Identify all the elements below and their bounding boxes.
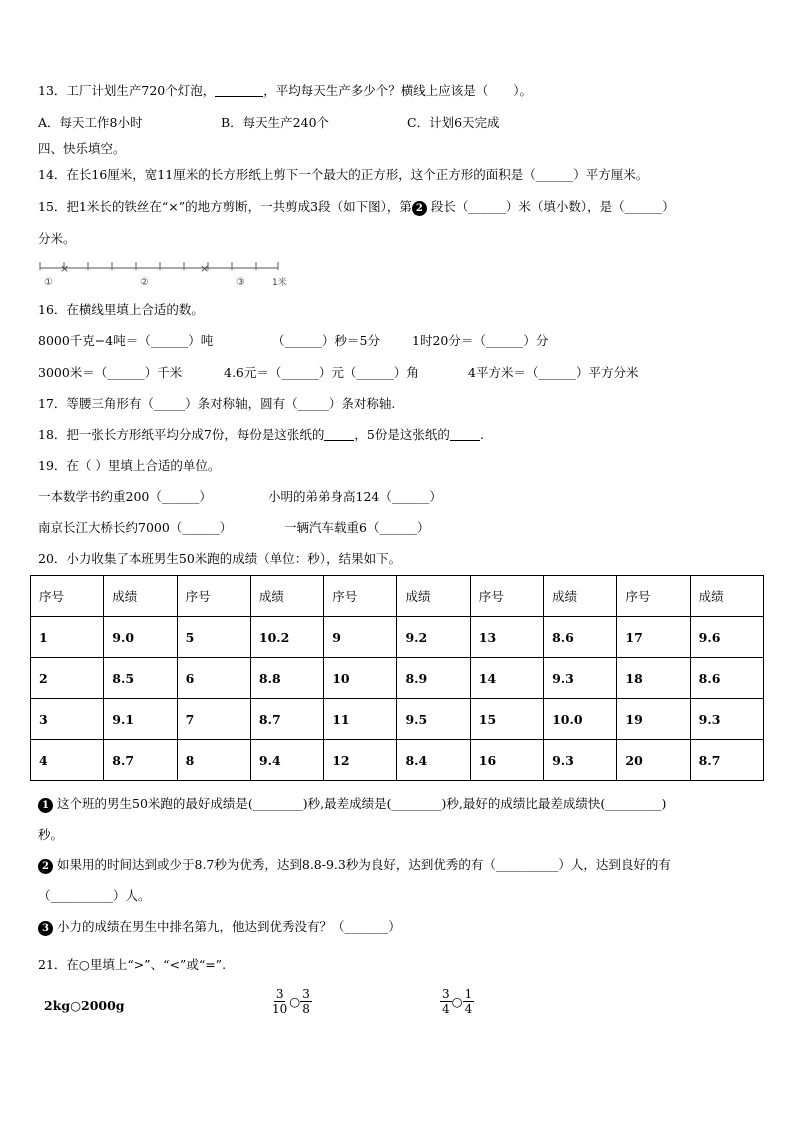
- q18-text: [38, 427, 484, 443]
- q16-r1-item2: （______）秒＝5分: [272, 333, 380, 348]
- q16-title: 16．在横线里填上合适的数。: [38, 302, 204, 317]
- q20-sub3: [38, 919, 401, 936]
- q18-b: ，5份是这张纸的: [354, 427, 450, 442]
- scores-table: [30, 575, 764, 781]
- q19-r1-item1: 一本数学书约重200（______）: [38, 489, 212, 504]
- table-cell: 12: [324, 740, 397, 781]
- fraction-3-10: $\frac{3}{10}$: [272, 987, 288, 1016]
- q15-line1-b: 段长（______）米（填小数），是（______）: [430, 199, 675, 214]
- header-cell: 成绩: [690, 576, 763, 617]
- header-cell: 成绩: [104, 576, 177, 617]
- table-cell: 9.3: [690, 699, 763, 740]
- q21-item3: [440, 987, 474, 1016]
- q20-sub2: [38, 857, 671, 874]
- header-cell: 序号: [470, 576, 543, 617]
- q15-line2: 分米。: [38, 231, 76, 246]
- q21-item2: [270, 987, 312, 1016]
- q20-sub1-line2: 秒。: [38, 827, 64, 842]
- table-cell: 16: [470, 740, 543, 781]
- table-cell: 8.7: [104, 740, 177, 781]
- q16-row1: [38, 333, 548, 349]
- table-cell: 13: [470, 617, 543, 658]
- fraction-1-4: $\frac{1}{4}$: [464, 987, 473, 1016]
- sub1-circle: 1: [38, 798, 53, 813]
- ruler-label-end: 1米: [272, 278, 287, 288]
- table-row: [31, 699, 764, 740]
- sub2-text: 如果用的时间达到或少于8.7秒为优秀，达到8.8-9.3秒为良好，达到优秀的有（__________）人，达到良好的有: [57, 857, 671, 872]
- table-cell: 8.9: [397, 658, 470, 699]
- table-cell: 8.5: [104, 658, 177, 699]
- sub2-circle: 2: [38, 859, 53, 874]
- q15-circle-2: 2: [412, 201, 427, 216]
- q16-r2-item1: 3000米＝（______）千米: [38, 365, 183, 380]
- table-cell: 9.5: [397, 699, 470, 740]
- q16-row2: [38, 365, 638, 381]
- table-cell: 8.7: [690, 740, 763, 781]
- table-cell: 1: [31, 617, 104, 658]
- table-cell: 8.6: [544, 617, 617, 658]
- q19-r1-item2: 小明的弟弟身高124（______）: [268, 489, 442, 504]
- table-cell: 11: [324, 699, 397, 740]
- table-cell: 9: [324, 617, 397, 658]
- q21-item1: 2kg○2000g: [44, 998, 125, 1013]
- q13-options: [38, 115, 500, 131]
- q19-row2: [38, 520, 429, 536]
- q16-r1-item3: 1时20分＝（______）分: [412, 333, 549, 348]
- q13-blank[interactable]: [215, 84, 263, 97]
- header-cell: 序号: [324, 576, 397, 617]
- q18-blank-2[interactable]: [450, 428, 480, 441]
- q18-c: .: [479, 427, 484, 442]
- q15-line1: [38, 199, 675, 216]
- q20-sub2-line2: （__________）人。: [38, 888, 151, 903]
- table-cell: 17: [617, 617, 690, 658]
- table-cell: 20: [617, 740, 690, 781]
- table-cell: 9.6: [690, 617, 763, 658]
- q19-title: 19．在（ ）里填上合适的单位。: [38, 458, 221, 473]
- ruler-label-2: ②: [140, 277, 149, 288]
- table-cell: 7: [177, 699, 250, 740]
- table-cell: 9.0: [104, 617, 177, 658]
- table-cell: 9.4: [250, 740, 323, 781]
- header-cell: 序号: [31, 576, 104, 617]
- q19-row1: [38, 489, 442, 505]
- q21-title: 21．在○里填上“>”、“<”或“=”.: [38, 957, 227, 972]
- q18-a: 18．把一张长方形纸平均分成7份，每份是这张纸的: [38, 427, 325, 442]
- table-row: [31, 658, 764, 699]
- compare-circle[interactable]: ○: [451, 994, 463, 1009]
- q14-text: 14．在长16厘米，宽11厘米的长方形纸上剪下一个最大的正方形，这个正方形的面积是（______）平方厘米。: [38, 167, 649, 182]
- q19-r2-item1: 南京长江大桥长约7000（______）: [38, 520, 233, 535]
- q16-r2-item3: 4平方米＝（______）平方分米: [468, 365, 639, 380]
- fraction-3-4: $\frac{3}{4}$: [442, 987, 450, 1016]
- table-cell: 10: [324, 658, 397, 699]
- q13-option-a[interactable]: A．每天工作8小时: [38, 115, 143, 130]
- cut-mark-2: ×: [200, 262, 210, 275]
- table-cell: 3: [31, 699, 104, 740]
- header-cell: 成绩: [544, 576, 617, 617]
- q16-r2-item2: 4.6元＝（______）元（______）角: [224, 365, 419, 380]
- table-cell: 6: [177, 658, 250, 699]
- table-cell: 2: [31, 658, 104, 699]
- table-cell: 8.7: [250, 699, 323, 740]
- header-cell: 成绩: [250, 576, 323, 617]
- q19-r2-item2: 一辆汽车载重6（______）: [284, 520, 430, 535]
- q13-option-c[interactable]: C．计划6天完成: [407, 115, 500, 130]
- ruler-label-3: ③: [236, 277, 245, 288]
- table-cell: 15: [470, 699, 543, 740]
- table-cell: 8.8: [250, 658, 323, 699]
- q13-stem-a: 13．工厂计划生产720个灯泡，: [38, 83, 216, 98]
- q15-line1-a: 15．把1米长的铁丝在“×”的地方剪断，一共剪成3段（如下图），第: [38, 199, 412, 214]
- table-row: [31, 617, 764, 658]
- table-cell: 5: [177, 617, 250, 658]
- table-row: [31, 740, 764, 781]
- table-cell: 10.0: [544, 699, 617, 740]
- table-cell: 8.6: [690, 658, 763, 699]
- table-cell: 10.2: [250, 617, 323, 658]
- sub3-text: 小力的成绩在男生中排名第九，他达到优秀没有？（_______）: [57, 919, 401, 934]
- table-cell: 8.4: [397, 740, 470, 781]
- sub1-text: 这个班的男生50米跑的最好成绩是(________)秒,最差成绩是(________)秒,最好的成绩比最差成绩快(_________): [57, 796, 667, 811]
- cut-mark-1: ×: [60, 262, 70, 275]
- q20-title: 20．小力收集了本班男生50米跑的成绩（单位：秒），结果如下。: [38, 551, 402, 566]
- table-cell: 9.1: [104, 699, 177, 740]
- table-cell: 9.3: [544, 740, 617, 781]
- section-title: 四、快乐填空。: [38, 141, 126, 156]
- header-cell: 序号: [617, 576, 690, 617]
- table-cell: 18: [617, 658, 690, 699]
- q20-sub1: [38, 796, 666, 813]
- q16-r1-item1: 8000千克−4吨＝（______）吨: [38, 333, 214, 348]
- header-cell: 序号: [177, 576, 250, 617]
- table-cell: 4: [31, 740, 104, 781]
- table-cell: 9.2: [397, 617, 470, 658]
- table-cell: 9.3: [544, 658, 617, 699]
- q13-stem-b: ，平均每天生产多少个？横线上应该是（ ）。: [263, 83, 533, 98]
- ruler-label-1: ①: [44, 277, 53, 288]
- sub3-circle: 3: [38, 921, 53, 936]
- q18-blank-1[interactable]: [324, 428, 354, 441]
- q17-text: 17．等腰三角形有（_____）条对称轴，圆有（_____）条对称轴.: [38, 396, 396, 411]
- q13-stem: [38, 83, 532, 99]
- fraction-3-8: $\frac{3}{8}$: [302, 987, 310, 1016]
- table-cell: 19: [617, 699, 690, 740]
- header-cell: 成绩: [397, 576, 470, 617]
- compare-circle[interactable]: ○: [289, 994, 301, 1009]
- table-cell: 8: [177, 740, 250, 781]
- q15-ruler-diagram: [36, 258, 296, 288]
- q13-option-b[interactable]: B．每天生产240个: [221, 115, 330, 130]
- table-header-row: [31, 576, 764, 617]
- table-cell: 14: [470, 658, 543, 699]
